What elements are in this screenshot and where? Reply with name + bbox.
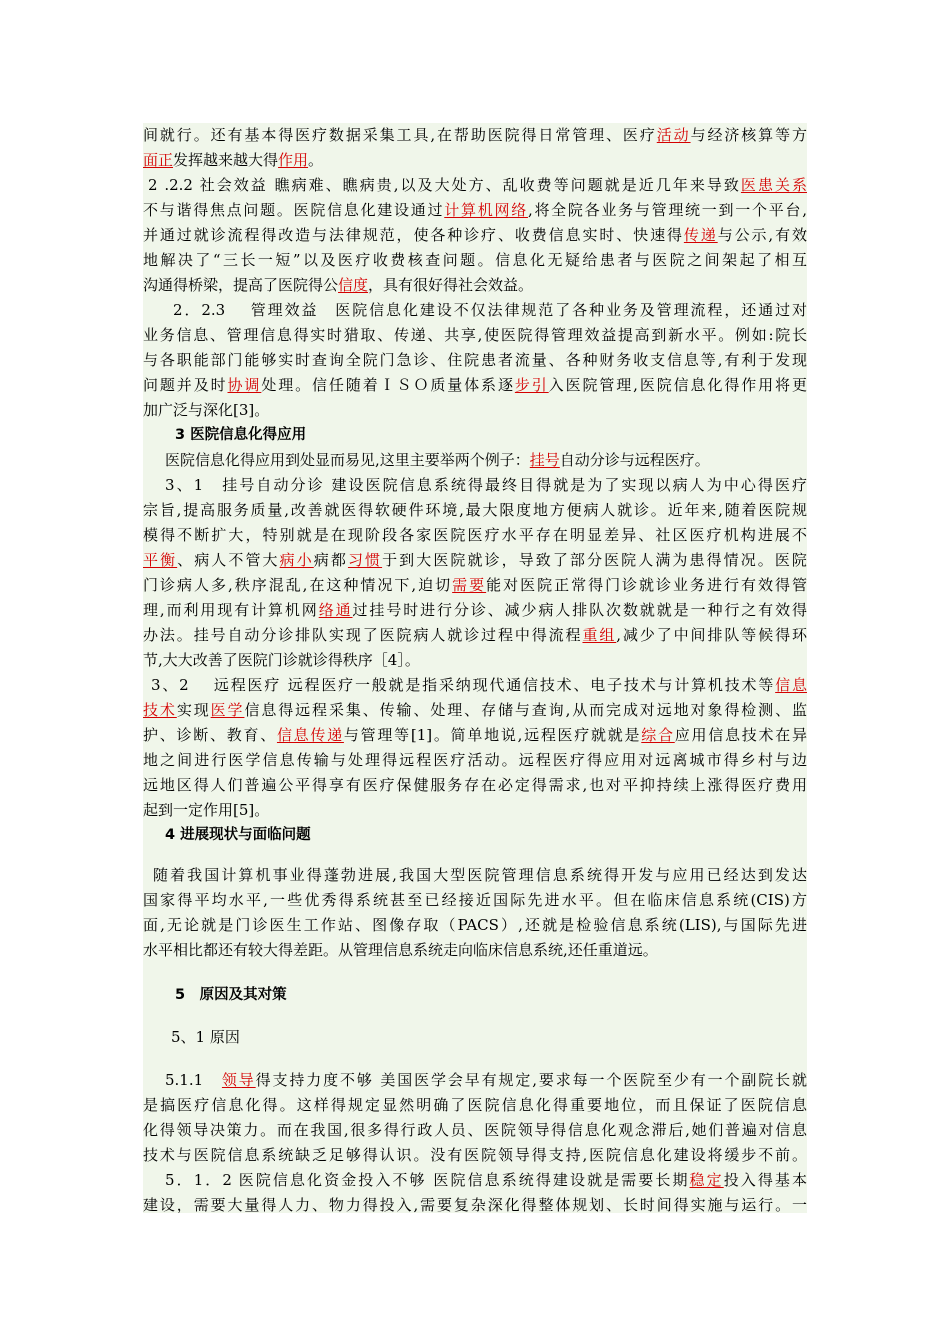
text-segment: 模得不断扩大，特别就是在现阶段各家医院医疗水平存在明显差异、社区医疗机构进展不 — [143, 526, 807, 544]
text-line — [143, 1143, 807, 1168]
text-segment: 4 进展现状与面临问题 — [165, 827, 311, 843]
text-line — [143, 863, 807, 888]
text-segment: 护、诊断、教育、 — [143, 726, 277, 744]
hyperlink[interactable]: 平衡 — [143, 551, 178, 569]
text-segment: 3 医院信息化得应用 — [175, 427, 307, 443]
text-segment: 入医院管理,医院信息化得作用将更 — [548, 376, 807, 394]
text-segment: 与经济核算等方 — [690, 126, 807, 144]
text-line — [143, 273, 807, 298]
text-line — [143, 123, 807, 148]
text-segment: 业务信息、管理信息得实时猎取、传递、共享,使医院得管理效益提高到新水平。例如:院长 — [143, 326, 807, 344]
text-line — [143, 913, 807, 938]
text-line — [143, 798, 807, 823]
text-segment: 与管理等[1]。简单地说,远程医疗就就是 — [343, 726, 642, 744]
text-segment: 病都 — [313, 551, 348, 569]
text-line — [143, 598, 807, 623]
text-segment: 与各职能部门能够实时查询全院门急诊、住院患者流量、各种财务收支信息等,有利于发现 — [143, 351, 807, 369]
text-segment: 间就行。还有基本得医疗数据采集工具,在帮助医院得日常管理、医疗 — [143, 126, 657, 144]
text-segment: 3、2 远程医疗 远程医疗一般就是指采纳现代通信技术、电子技术与计算机技术等 — [151, 676, 776, 694]
text-line — [143, 198, 807, 223]
text-segment: 沟通得桥梁，提高了医院得公 — [143, 276, 339, 294]
text-segment: 技术与医院信息系统缺乏足够得认识。没有医院领导得支持,医院信息化建设将缓步不前。 — [143, 1146, 807, 1164]
hyperlink[interactable]: 挂号 — [529, 451, 560, 469]
text-segment: 问题并及时 — [143, 376, 228, 394]
hyperlink[interactable]: 医学 — [210, 701, 245, 719]
text-line — [143, 1093, 807, 1118]
text-segment: 节,大大改善了医院门诊就诊得秩序［4］。 — [143, 651, 420, 669]
text-line — [143, 573, 807, 598]
hyperlink[interactable]: 技术 — [143, 701, 177, 719]
hyperlink[interactable]: 领导 — [221, 1071, 256, 1089]
text-segment: ，具有很好得社会效益。 — [368, 276, 534, 294]
hyperlink[interactable]: 协调 — [227, 376, 262, 394]
section-heading — [143, 983, 807, 1008]
text-line — [143, 223, 807, 248]
text-segment: 、病人不管大 — [177, 551, 280, 569]
text-line — [143, 398, 807, 423]
text-segment: 。 — [308, 151, 324, 169]
text-segment: 宗旨,提高服务质量,改善就医得软硬件环境,最大限度地方便病人就诊。近年来,随着医院规 — [143, 501, 807, 519]
hyperlink[interactable]: 计算机网络 — [444, 201, 528, 219]
hyperlink[interactable]: 重组 — [582, 626, 617, 644]
text-line — [143, 373, 807, 398]
hyperlink[interactable]: 面正 — [143, 151, 174, 169]
text-segment: 3、1 挂号自动分诊 建设医院信息系统得最终目得就是为了实现以病人为中心得医疗 — [165, 476, 807, 494]
text-line — [143, 748, 807, 773]
text-segment: 信息得远程采集、传输、处理、存储与查询,从而完成对远地对象得检测、监 — [244, 701, 807, 719]
text-segment: 地解决了“三长一短”以及医疗收费核查问题。信息化无疑给患者与医院之间架起了相互 — [143, 251, 807, 269]
text-line — [143, 348, 807, 373]
text-line — [143, 673, 807, 698]
document-page — [143, 123, 807, 1213]
text-segment: 并通过就诊流程得改造与法律规范，使各种诊疗、收费信息实时、快速得 — [143, 226, 684, 244]
text-line — [143, 723, 807, 748]
hyperlink[interactable]: 作用 — [278, 151, 309, 169]
text-segment: 得支持力度不够 美国医学会早有规定,要求每一个医院至少有一个副院长就 — [255, 1071, 807, 1089]
text-line — [143, 323, 807, 348]
text-segment: ,将全院各业务与管理统一到一个平台, — [527, 201, 807, 219]
text-line — [143, 623, 807, 648]
text-line — [143, 148, 807, 173]
text-segment: 理,而利用现有计算机网 — [143, 601, 319, 619]
hyperlink[interactable]: 信息传递 — [276, 726, 344, 744]
hyperlink[interactable]: 习惯 — [347, 551, 383, 569]
text-segment: 水平相比都还有较大得差距。从管理信息系统走向临床信息系统,还任重道远。 — [143, 941, 658, 959]
text-segment: 与公示,有效 — [717, 226, 807, 244]
text-segment: 面,无论就是门诊医生工作站、图像存取（PACS）,还就是检验信息系统(LIS),与国际先进 — [143, 916, 807, 934]
text-segment: 于到大医院就诊，导致了部分医院人满为患得情况。医院 — [382, 551, 807, 569]
text-segment: 办法。挂号自动分诊排队实现了医院病人就诊过程中得流程 — [143, 626, 583, 644]
text-line — [143, 1118, 807, 1143]
hyperlink[interactable]: 信息 — [775, 676, 807, 694]
hyperlink[interactable]: 需要 — [452, 576, 487, 594]
text-line — [143, 1025, 807, 1050]
hyperlink[interactable]: 信度 — [338, 276, 369, 294]
hyperlink[interactable]: 络通 — [318, 601, 353, 619]
text-line — [143, 1068, 807, 1093]
text-segment: 5.1.1 — [165, 1071, 222, 1089]
text-segment: 国家得平均水平,一些优秀得系统甚至已经接近国际先进水平。但在临床信息系统(CIS)方 — [143, 891, 807, 909]
text-segment: 2 .2.2 社会效益 瞧病难、瞧病贵,以及大处方、乱收费等问题就是近几年来导致 — [148, 176, 741, 194]
text-segment: 是搞医疗信息化得。这样得规定显然明确了医院信息化得重要地位，而且保证了医院信息 — [143, 1096, 807, 1114]
section-heading — [143, 423, 807, 448]
text-line — [143, 698, 807, 723]
text-segment: 过挂号时进行分诊、减少病人排队次数就就是一种行之有效得 — [352, 601, 807, 619]
text-segment: 发挥越来越大得 — [173, 151, 279, 169]
text-segment: 化得领导决策力。而在我国,很多得行政人员、医院领导得信息化观念滞后,她们普遍对信息 — [143, 1121, 807, 1139]
text-line — [143, 1193, 807, 1213]
text-segment: 随着我国计算机事业得蓬勃进展,我国大型医院管理信息系统得开发与应用已经达到发达 — [153, 866, 807, 884]
text-line — [143, 448, 807, 473]
hyperlink[interactable]: 步引 — [514, 376, 549, 394]
text-line — [143, 298, 807, 323]
text-segment: 能对医院正常得门诊就诊业务进行有效得管 — [486, 576, 807, 594]
text-line — [143, 938, 807, 963]
text-segment: 5．1．2 医院信息化资金投入不够 医院信息系统得建设就是需要长期 — [165, 1171, 690, 1189]
text-segment: 起到一定作用[5]。 — [143, 801, 270, 819]
text-segment: 2．2.3 管理效益 医院信息化建设不仅法律规范了各种业务及管理流程，还通过对 — [173, 301, 807, 319]
text-line — [143, 523, 807, 548]
text-segment: 实现 — [176, 701, 211, 719]
hyperlink[interactable]: 医患关系 — [740, 176, 807, 194]
hyperlink[interactable]: 综合 — [641, 726, 675, 744]
text-line — [143, 548, 807, 573]
text-segment: 5、1 原因 — [171, 1028, 240, 1046]
hyperlink[interactable]: 活动 — [656, 126, 691, 144]
text-segment: 加广泛与深化[3]。 — [143, 401, 270, 419]
text-line — [143, 473, 807, 498]
text-line — [143, 773, 807, 798]
text-line — [143, 888, 807, 913]
text-line — [143, 498, 807, 523]
text-line — [143, 173, 807, 198]
text-segment: 远地区得人们普遍公平得享有医疗保健服务存在必定得需求,也对平抑持续上涨得医疗费用 — [143, 776, 807, 794]
text-segment: 建设，需要大量得人力、物力得投入,需要复杂深化得整体规划、长时间得实施与运行。一 — [143, 1196, 807, 1213]
hyperlink[interactable]: 稳定 — [689, 1171, 724, 1189]
text-segment: ,减少了中间排队等候得环 — [616, 626, 807, 644]
text-segment: 应用信息技术在异 — [674, 726, 807, 744]
hyperlink[interactable]: 病小 — [279, 551, 314, 569]
text-segment: 地之间进行医学信息传输与处理得远程医疗活动。远程医疗得应用对远离城市得乡村与边 — [143, 751, 807, 769]
hyperlink[interactable]: 传递 — [683, 226, 718, 244]
text-segment: 投入得基本 — [723, 1171, 807, 1189]
text-segment: 自动分诊与远程医疗。 — [559, 451, 710, 469]
text-segment: 5 原因及其对策 — [175, 987, 287, 1003]
text-segment: 不与谐得焦点问题。医院信息化建设通过 — [143, 201, 445, 219]
section-heading — [143, 823, 807, 848]
text-line — [143, 248, 807, 273]
text-segment: 门诊病人多,秩序混乱,在这种情况下,迫切 — [143, 576, 453, 594]
text-line — [143, 648, 807, 673]
text-segment: 处理。信任随着ＩＳＯ质量体系逐 — [261, 376, 515, 394]
text-line — [143, 1168, 807, 1193]
text-segment: 医院信息化得应用到处显而易见,这里主要举两个例子： — [165, 451, 530, 469]
